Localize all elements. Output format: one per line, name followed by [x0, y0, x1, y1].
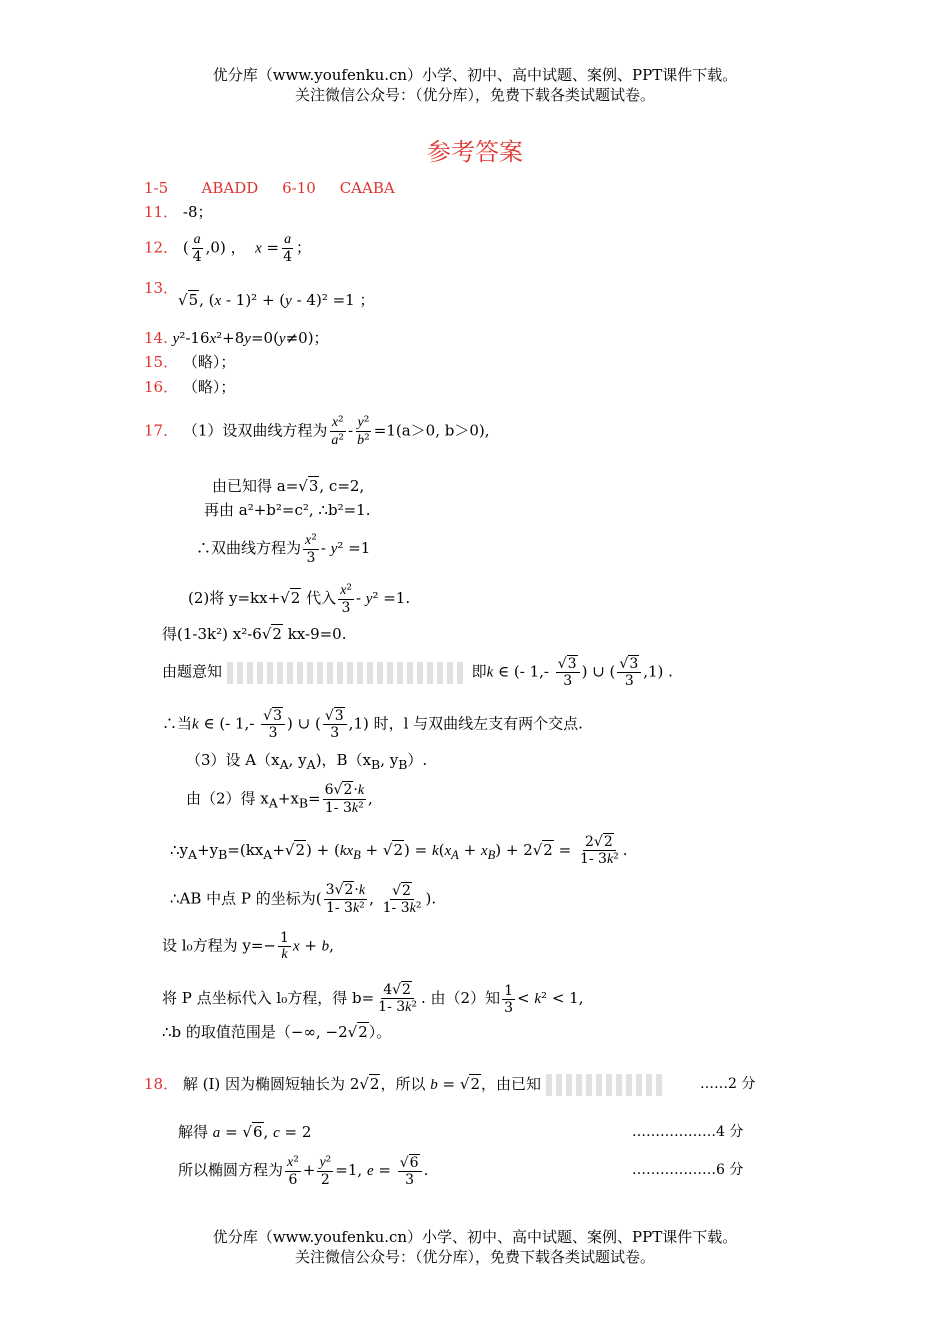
q17-line13-text: 设 l₀方程为 y=− — [162, 936, 276, 955]
q17-line2: 由已知得 a=√3, c=2, — [212, 477, 365, 495]
q15-text: （略）； — [182, 353, 236, 371]
q11-num: 11． — [144, 203, 179, 221]
q17-line2b: , c=2, — [319, 477, 365, 495]
q18-line1c: ，由已知 — [480, 1075, 541, 1093]
mc-answers-2: CAABA — [339, 179, 395, 197]
q17-line9: （3）设 $A(x_A$, $y_A$)，$B(x_B$, $y_B$）. — [186, 751, 428, 772]
q16 — [144, 377, 235, 397]
mc-range-1: 1-5 — [144, 179, 169, 197]
garbled-system-image — [227, 662, 467, 684]
q17-line1: （1）设双曲线方程为 — [182, 421, 328, 440]
q17-line14: 将 P 点坐标代入 l₀方程，得 b= $\frac{4√2}{\text{1- 3k²}}$ . 由（2）知 $\frac{1}{3}$ < k² < 1, — [162, 982, 584, 1016]
q17-line13: 设 l₀方程为 y=− $\frac{1}{k}$ x + b, — [162, 930, 334, 962]
q17-line15: ∴b 的取值范围是（−∞, −2√2）。 — [162, 1023, 392, 1041]
q18-line2-text: 解得 — [178, 1123, 209, 1141]
q14: 14. y²-16x²+8y=0(y≠0)； — [144, 329, 329, 347]
q13 — [144, 278, 178, 298]
q17-line8-text: ∴当 — [162, 714, 193, 733]
mc-answers-1: ABADD — [201, 179, 259, 197]
q17-line9-text: （3）设 A（x — [186, 751, 280, 769]
q17-line7-text: 由题意知 — [162, 662, 223, 681]
q17-line7b: 即 — [471, 662, 487, 681]
q17-line12: ∴AB 中点 P 的坐标为( $\frac{3√2\cdot k}{\text{1- 3k²}}$ , $\frac{√2}{\text{1- 3k²}}$ ). — [170, 882, 437, 916]
q17-line4: ∴双曲线方程为 $\frac{\text{x²}}{3}$ - y² =1 — [196, 532, 371, 566]
q17-line12-text: ∴AB 中点 P 的坐标为 — [170, 889, 316, 908]
q16-text: （略）； — [182, 378, 236, 396]
q17-line4-text: ∴双曲线方程为 — [196, 539, 302, 557]
q18-line1-text: 解 (I) 因为椭圆短轴长为 — [182, 1075, 346, 1093]
mc-answers — [144, 178, 395, 198]
q17-line11-text: ∴y — [170, 841, 189, 859]
q17-line15b: ）。 — [368, 1023, 392, 1041]
garbled-system-image-2 — [546, 1074, 664, 1096]
q13-answer: √5, (x - 1)² + (y - 4)² =1 ； — [178, 291, 375, 309]
q17-num: 17． — [144, 421, 179, 440]
q17-line5-text: (2)将 y=kx+ — [188, 589, 281, 607]
q12: 12． ( $\frac{a}{4}$ ,0) ， x = $\frac{a}{4}$ ； — [144, 232, 312, 265]
q17-line6-text: 得(1-3k²) x²-6 — [162, 625, 262, 643]
q14-num: 14. — [144, 329, 168, 347]
q17-line7: 由题意知 即k ∈ (- 1,- $\frac{√3}{3}$ ) ∪ ( $\frac{√3}{3}$ ,1) . — [162, 656, 673, 689]
q17-line1b: (a＞0, b＞0), — [395, 421, 490, 440]
q15 — [144, 352, 235, 372]
q17-line6: 得(1-3k²) x²-6√2 kx-9=0. — [162, 625, 347, 643]
q12-num: 12． — [144, 238, 179, 257]
q11 — [144, 202, 213, 222]
q17-line15-text: ∴b 的取值范围是（−∞, −2 — [162, 1023, 348, 1041]
q16-num: 16． — [144, 378, 179, 396]
q18-line2: 解得 a = √6, c = 2 — [178, 1123, 312, 1141]
q17-line8b: 时，l 与双曲线左支有两个交点. — [373, 714, 583, 733]
q17-line14-text: 将 P 点坐标代入 l₀方程，得 b= — [162, 989, 375, 1007]
footer-line-2: 关注微信公众号：（优分库），免费下载各类试题试卷。 — [294, 1248, 655, 1266]
q17-line3: 再由 a²+b²=c², ∴b²=1. — [204, 501, 371, 519]
q13-num: 13． — [144, 279, 179, 297]
header-line-1: 优分库（www.youfenku.cn）小学、初中、高中试题、案例、PPT课件下载。 — [212, 66, 738, 84]
q17-line5b: 代入 — [306, 589, 337, 607]
q18-line1b: ，所以 — [380, 1075, 426, 1093]
header-line-2: 关注微信公众号：（优分库），免费下载各类试题试卷。 — [294, 86, 655, 104]
q17-line10: 由（2）得 $x_A+x_B=$ $\frac{6√2\cdot k}{\text{1- 3k²}}$ , — [186, 782, 373, 816]
q17-line8: ∴当k ∈ (- 1,- $\frac{√3}{3}$ ) ∪ ( $\frac{√3}{3}$ ,1) 时，l 与双曲线左支有两个交点. — [162, 708, 583, 741]
q18-line3: 所以椭圆方程为 $\frac{\text{x²}}{6}$ + $\frac{\text{y²}}{2}$ =1, e = $\frac{√6}{3}$ . — [178, 1154, 429, 1188]
q18-num: 18． — [144, 1075, 179, 1093]
q18-line3-text: 所以椭圆方程为 — [178, 1161, 284, 1179]
q17-line2-text: 由已知得 a= — [212, 477, 299, 495]
q17-line6b: kx-9=0. — [287, 625, 347, 643]
page-title: 参考答案 — [427, 138, 523, 166]
mc-range-2: 6-10 — [282, 179, 316, 197]
q15-num: 15． — [144, 353, 179, 371]
q17-line5: (2)将 y=kx+√2 代入 $\frac{\text{x²}}{3}$ - y² =1. — [188, 582, 411, 616]
q17-line10-text: 由（2）得 x — [186, 789, 269, 808]
q17-part1: 17． （1）设双曲线方程为 $\frac{\text{x²}}{\text{a²}}$ - $\frac{\text{y²}}{\text{b²}}$ =1(a＞0, b＞0), — [144, 414, 490, 448]
q18-score-2: ………………4 分 — [632, 1124, 744, 1140]
q11-text: -8； — [182, 203, 213, 221]
q18-score-3: ………………6 分 — [632, 1162, 744, 1178]
footer-line-1: 优分库（www.youfenku.cn）小学、初中、高中试题、案例、PPT课件下载。 — [212, 1228, 738, 1246]
q18-line1: 18． 解 (I) 因为椭圆短轴长为 2√2，所以 b = √2，由已知 — [144, 1074, 664, 1096]
q18-score-1: ……2 分 — [700, 1076, 756, 1092]
q17-line11: $\therefore y_A+y_B=(kx_A+√2) + (kx_B + √2) = k(x_A + x_B) + 2√2$ = $\frac{2√2}{\text{1- 3k²}}$ . — [170, 834, 628, 867]
q17-line14b: . 由（2）知 — [421, 989, 501, 1007]
